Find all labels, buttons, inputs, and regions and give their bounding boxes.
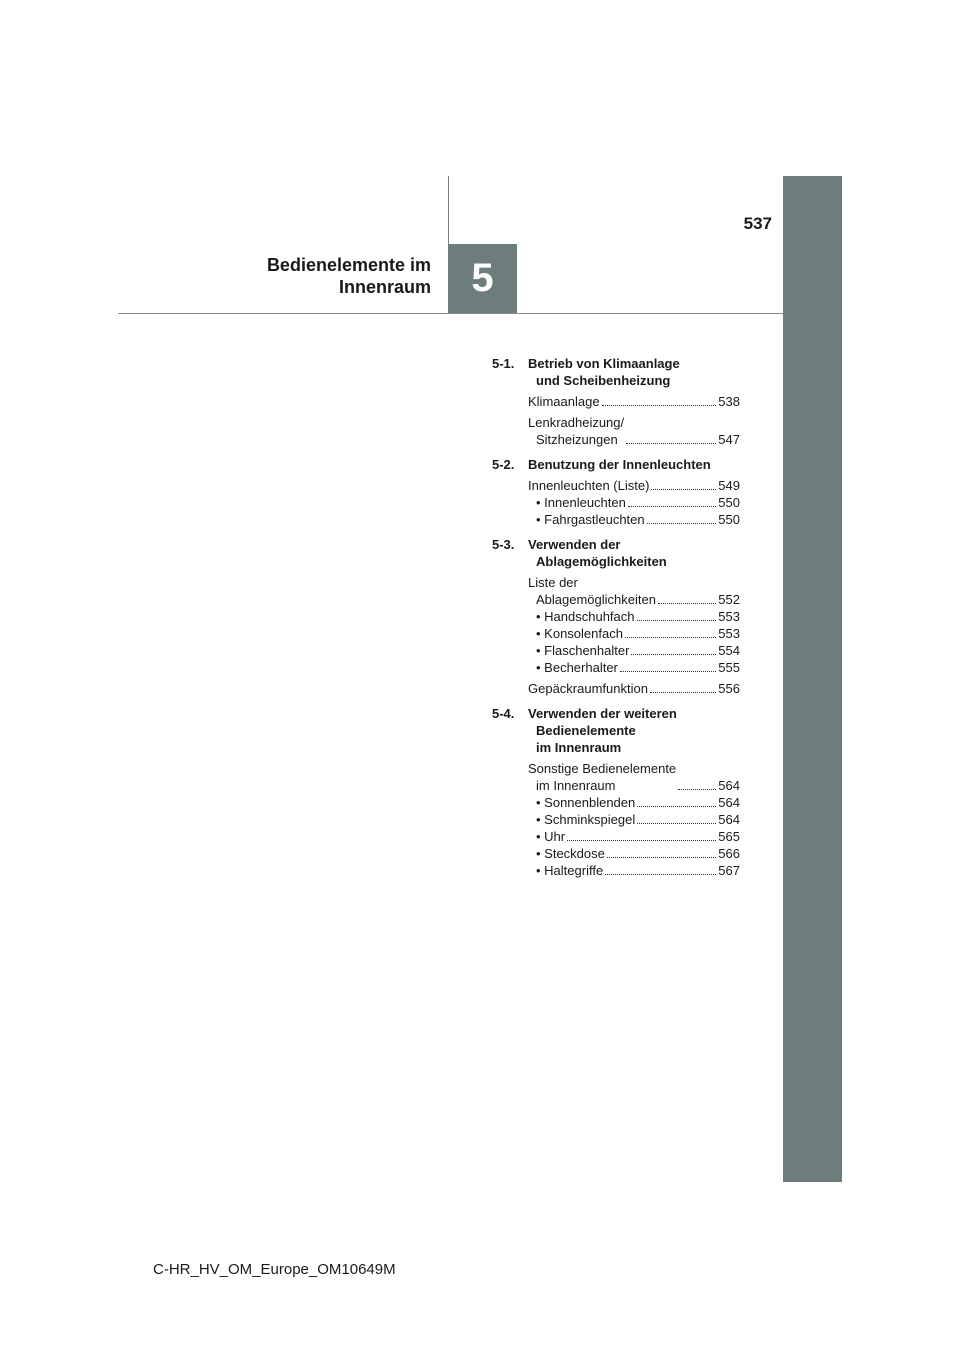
- toc-entry-label: [528, 477, 649, 494]
- toc-section-number: 5-2.: [492, 457, 515, 472]
- toc-entry-label: [536, 659, 618, 676]
- toc-entry[interactable]: [492, 811, 740, 828]
- chapter-number-box: 5: [448, 244, 517, 313]
- chapter-side-tab: [783, 176, 842, 1182]
- toc-entry[interactable]: [492, 642, 740, 659]
- toc-dot-leader: [637, 620, 717, 621]
- toc-page-number: 564: [718, 795, 740, 810]
- header-horizontal-rule: [118, 313, 783, 314]
- toc-page-number: 556: [718, 681, 740, 696]
- toc-entry-label: [536, 494, 626, 511]
- toc-entry-label-text: • Steckdose: [536, 846, 605, 861]
- toc-section-title-line: Betrieb von Klimaanlage: [528, 356, 680, 371]
- toc-entry-label-text: • Sonnenblenden: [536, 795, 636, 810]
- toc-entry-label-text: Innenleuchten (Liste): [528, 478, 650, 493]
- toc-entry[interactable]: [492, 414, 740, 448]
- toc-dot-leader: [626, 443, 716, 444]
- toc-page-number: 550: [718, 495, 740, 510]
- chapter-title-line1: Bedienelemente im: [266, 255, 431, 275]
- toc-entry-label-text: • Haltegriffe: [536, 863, 604, 878]
- toc-entry[interactable]: [492, 828, 740, 845]
- toc-section-title-line: Bedienelemente: [536, 723, 636, 738]
- toc-dot-leader: [658, 603, 716, 604]
- toc-section-title-line: und Scheibenheizung: [536, 373, 671, 388]
- toc-dot-leader: [602, 405, 717, 406]
- toc-page-number: 566: [718, 846, 740, 861]
- toc-entry-label: [536, 811, 635, 828]
- toc-dot-leader: [647, 523, 717, 524]
- toc-entry-label: [536, 608, 635, 625]
- toc-entry-label: [536, 642, 629, 659]
- toc-page-number: 553: [718, 626, 740, 641]
- toc-entry[interactable]: [492, 625, 740, 642]
- toc-entry-label-prefix: Sonstige Bedienelemente: [528, 761, 677, 776]
- toc-section-heading: [492, 355, 740, 389]
- toc-dot-leader: [605, 874, 716, 875]
- toc-entry-label: [536, 794, 635, 811]
- toc-dot-leader: [628, 506, 716, 507]
- toc-section-title-line: Verwenden der: [528, 537, 621, 552]
- page-number: 537: [743, 214, 772, 233]
- toc-section-heading: [492, 536, 740, 570]
- toc-section-heading: [492, 456, 740, 473]
- toc-entry[interactable]: [492, 393, 740, 410]
- toc-section-number: 5-3.: [492, 537, 515, 552]
- toc-entry-label-text: • Fahrgastleuchten: [536, 512, 645, 527]
- toc-entry[interactable]: [492, 659, 740, 676]
- toc-entry[interactable]: [492, 511, 740, 528]
- toc-entry-label-text: im Innenraum: [536, 778, 616, 793]
- toc-entry-label-text: • Handschuhfach: [536, 609, 635, 624]
- toc-entry-label-text: • Konsolenfach: [536, 626, 623, 641]
- toc-page-number: 565: [718, 829, 740, 844]
- toc-dot-leader: [651, 489, 716, 490]
- toc-entry-label-text: • Innenleuchten: [536, 495, 626, 510]
- toc-section-number: 5-4.: [492, 706, 515, 721]
- table-of-contents: [492, 355, 740, 879]
- toc-entry-label-text: Ablagemöglichkeiten: [536, 592, 656, 607]
- toc-entry[interactable]: [492, 608, 740, 625]
- toc-section-heading: [492, 705, 740, 756]
- toc-page-number: 555: [718, 660, 740, 675]
- toc-entry-label: [528, 680, 648, 697]
- toc-dot-leader: [620, 671, 716, 672]
- toc-entry-label: [528, 574, 656, 608]
- toc-entry-label: [536, 625, 623, 642]
- toc-entry-label: [528, 760, 676, 794]
- toc-dot-leader: [631, 654, 716, 655]
- toc-page-number: 554: [718, 643, 740, 658]
- toc-page-number: 552: [718, 592, 740, 607]
- toc-section-title-line: im Innenraum: [536, 740, 622, 755]
- toc-entry[interactable]: [492, 794, 740, 811]
- toc-entry[interactable]: [492, 477, 740, 494]
- toc-page-number: 550: [718, 512, 740, 527]
- toc-entry-label: [536, 511, 645, 528]
- toc-page-number: 564: [718, 812, 740, 827]
- toc-entry-label: [528, 393, 600, 410]
- toc-entry-label-prefix: Lenkradheizung/: [528, 415, 625, 430]
- toc-entry-label-text: Sitzheizungen: [536, 432, 618, 447]
- toc-dot-leader: [650, 692, 716, 693]
- toc-page-number: 549: [718, 478, 740, 493]
- toc-dot-leader: [637, 823, 716, 824]
- toc-entry-label-prefix: Liste der: [528, 575, 578, 590]
- toc-entry-label: [536, 845, 605, 862]
- toc-entry-label: [536, 828, 565, 845]
- toc-entry-label-text: • Schminkspiegel: [536, 812, 636, 827]
- toc-entry[interactable]: [492, 862, 740, 879]
- toc-entry-label: [528, 414, 624, 448]
- toc-entry-label: [536, 862, 603, 879]
- toc-entry-label-text: Klimaanlage: [528, 394, 600, 409]
- chapter-title: [180, 254, 431, 298]
- toc-entry-label-text: Gepäckraumfunktion: [528, 681, 648, 696]
- document-id: C-HR_HV_OM_Europe_OM10649M: [153, 1261, 396, 1278]
- toc-entry-label-text: • Uhr: [536, 829, 566, 844]
- toc-page-number: 564: [718, 778, 740, 793]
- toc-section-title-line: Verwenden der weiteren: [528, 706, 677, 721]
- toc-entry[interactable]: [492, 574, 740, 608]
- toc-dot-leader: [625, 637, 716, 638]
- toc-entry[interactable]: [492, 845, 740, 862]
- toc-section-title-line: Ablagemöglichkeiten: [536, 554, 667, 569]
- toc-section-title-line: Benutzung der Innenleuchten: [528, 457, 711, 472]
- toc-dot-leader: [567, 840, 716, 841]
- toc-section-number: 5-1.: [492, 356, 515, 371]
- toc-entry[interactable]: [492, 680, 740, 697]
- toc-dot-leader: [678, 789, 716, 790]
- toc-page-number: 567: [718, 863, 740, 878]
- toc-page-number: 538: [718, 394, 740, 409]
- toc-dot-leader: [607, 857, 716, 858]
- toc-entry[interactable]: [492, 760, 740, 794]
- toc-page-number: 553: [718, 609, 740, 624]
- chapter-title-line2: Innenraum: [338, 277, 431, 297]
- toc-page-number: 547: [718, 432, 740, 447]
- toc-entry-label-text: • Becherhalter: [536, 660, 618, 675]
- toc-dot-leader: [637, 806, 716, 807]
- toc-entry[interactable]: [492, 494, 740, 511]
- toc-entry-label-text: • Flaschenhalter: [536, 643, 630, 658]
